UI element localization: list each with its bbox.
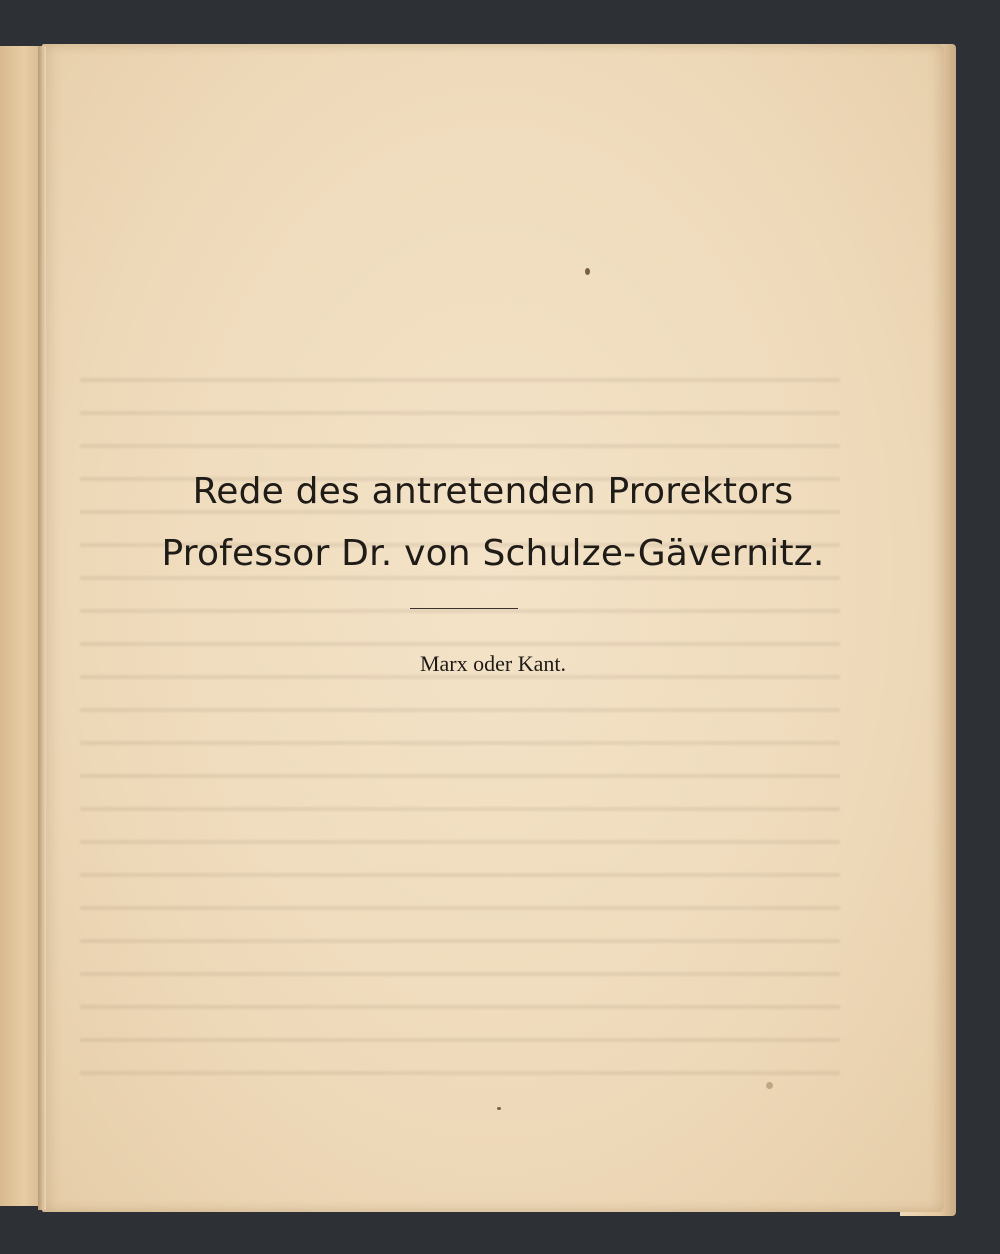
- subtitle: Marx oder Kant.: [419, 651, 566, 676]
- paper-speck: [497, 1107, 501, 1110]
- separator-rule: [410, 608, 518, 609]
- book-gutter: [38, 46, 46, 1210]
- paper-speck: [766, 1082, 773, 1089]
- show-through-text: [80, 360, 840, 1080]
- left-page-edge: [0, 46, 41, 1206]
- title-line-2: Professor Dr. von Schulze-Gävernitz.: [161, 533, 825, 574]
- paper-speck: [585, 268, 590, 275]
- title-line-1: Rede des antretenden Prorektors: [192, 471, 794, 512]
